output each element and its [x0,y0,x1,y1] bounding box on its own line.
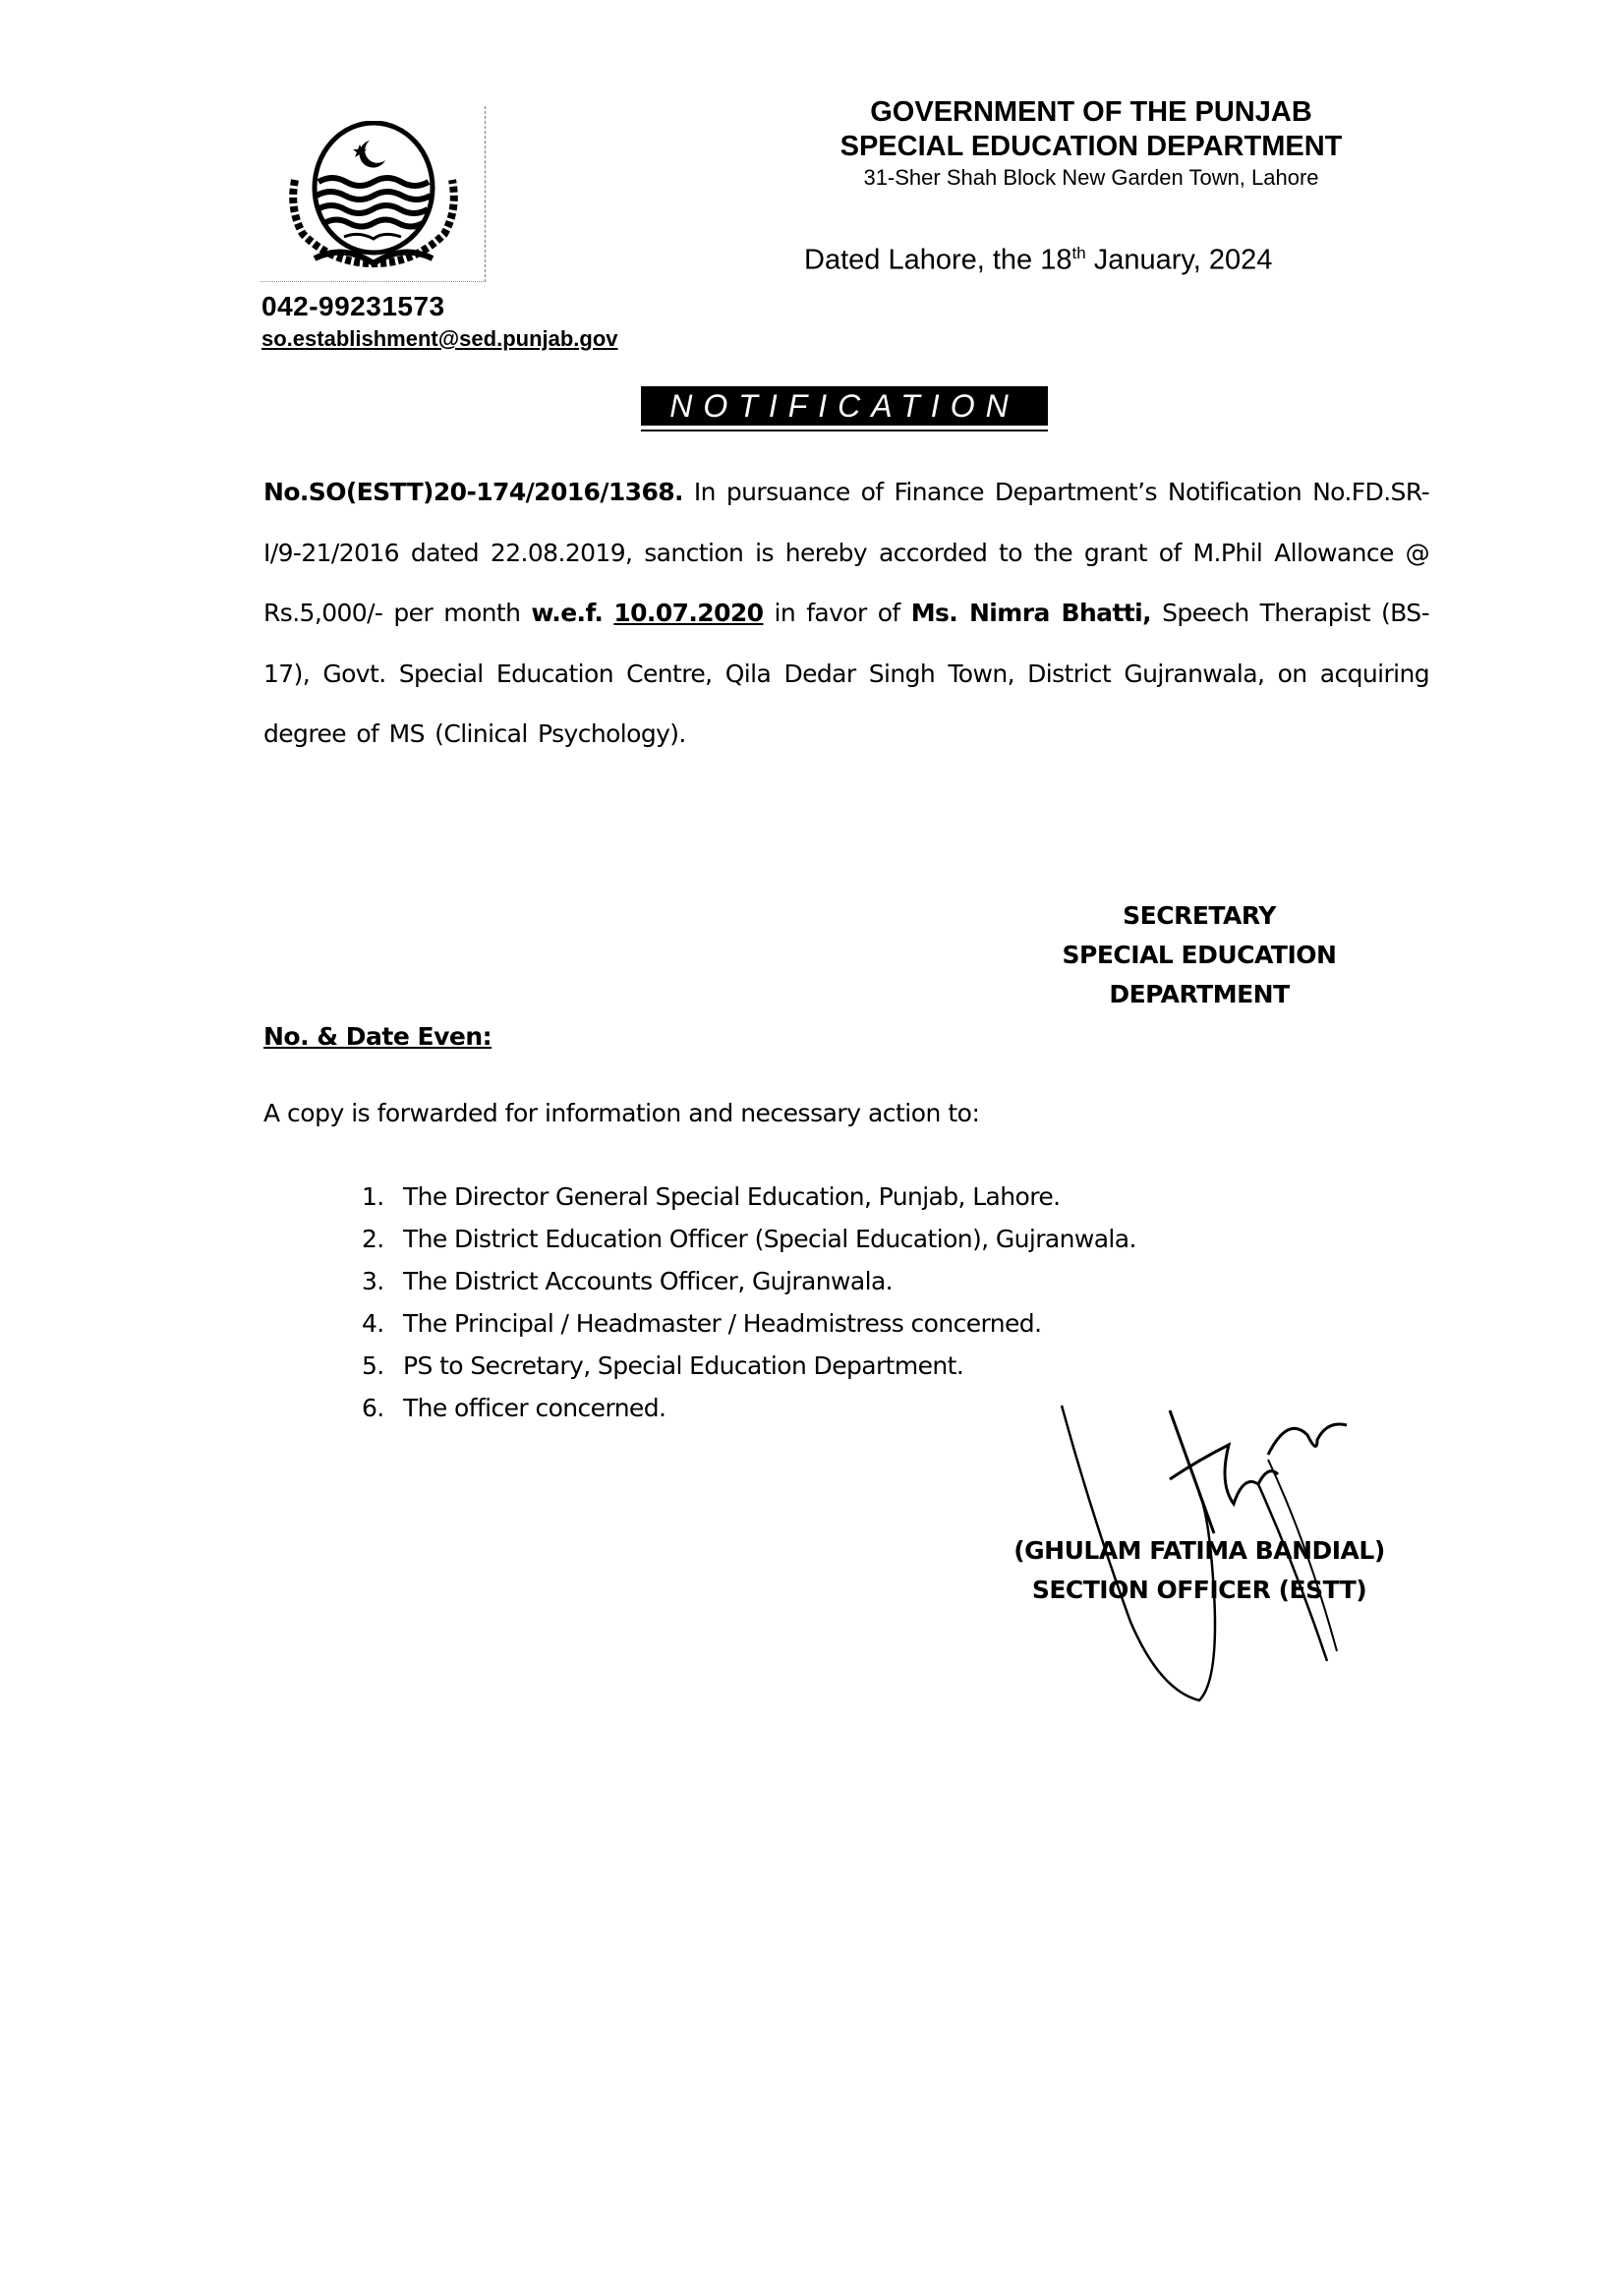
body-text-2: in favor of [763,599,911,627]
signatory-block [983,1531,1416,1610]
dated-sup: th [1071,244,1086,262]
list-item-number: 3. [362,1267,384,1295]
body-text-1: In pursuance of Finance Department’s Notification No.FD.SR-I/9-21/2016 dated 22.08.2019, sanction is hereby accorded to the grant of M.Phil Allowance @ Rs.5,000/- per month [263,478,1429,627]
signatory-designation: SECTION OFFICER (ESTT) [1031,1576,1367,1604]
list-item-number: 1. [362,1182,384,1211]
contact-phone: 042-99231573 [261,291,445,321]
secretary-block [1022,896,1376,1014]
title-underline [641,430,1048,431]
body-text-3: Speech Therapist (BS-17), Govt. Special Education Centre, Qila Dedar Singh Town, District Gujranwala, on acquiring degree of MS (Clinical Psychology). [263,599,1429,748]
list-item [362,1302,1136,1345]
reference-number: No.SO(ESTT)20-174/2016/1368. [263,478,683,506]
list-item-number: 2. [362,1225,384,1253]
government-name: GOVERNMENT OF THE PUNJAB [870,96,1312,128]
list-item-text: The District Accounts Officer, Gujranwala. [403,1267,894,1295]
list-item [362,1345,1136,1387]
list-item [362,1387,1136,1429]
logo-box [260,106,486,282]
wef-label: w.e.f. [531,599,604,627]
list-item [362,1260,1136,1302]
list-item-number: 5. [362,1351,384,1380]
list-item [362,1218,1136,1260]
secretary-line-2: SPECIAL EDUCATION [1062,941,1337,969]
letterhead [777,94,1406,193]
distribution-list [362,1176,1136,1429]
list-item-text: The officer concerned. [403,1394,666,1422]
list-item-text: The Director General Special Education, Punjab, Lahore. [403,1182,1061,1211]
notification-title: NOTIFICATION [641,386,1048,426]
signatory-name: (GHULAM FATIMA BANDIAL) [1013,1536,1385,1565]
list-item-number: 6. [362,1394,384,1422]
secretary-line-3: DEPARTMENT [1109,980,1290,1008]
dated-line [804,244,1272,277]
secretary-line-1: SECRETARY [1123,901,1276,930]
list-item [362,1176,1136,1218]
copy-heading: No. & Date Even: [263,1022,492,1051]
department-address: 31-Sher Shah Block New Garden Town, Lahore [863,165,1319,190]
list-item-text: The Principal / Headmaster / Headmistress concerned. [403,1309,1042,1338]
contact-email[interactable]: so.establishment@sed.punjab.gov [261,326,618,351]
list-item-text: The District Education Officer (Special Education), Gujranwala. [403,1225,1136,1253]
punjab-emblem-icon [275,121,472,278]
list-item-number: 4. [362,1309,384,1338]
list-item-text: PS to Secretary, Special Education Department. [403,1351,964,1380]
department-name: SPECIAL EDUCATION DEPARTMENT [839,131,1343,162]
notification-body [263,462,1429,765]
employee-name: Ms. Nimra Bhatti, [910,599,1152,627]
copy-intro: A copy is forwarded for information and necessary action to: [263,1099,980,1127]
dated-suffix: January, 2024 [1085,244,1273,276]
dated-prefix: Dated Lahore, the 18 [804,244,1072,276]
effective-date: 10.07.2020 [613,599,764,627]
